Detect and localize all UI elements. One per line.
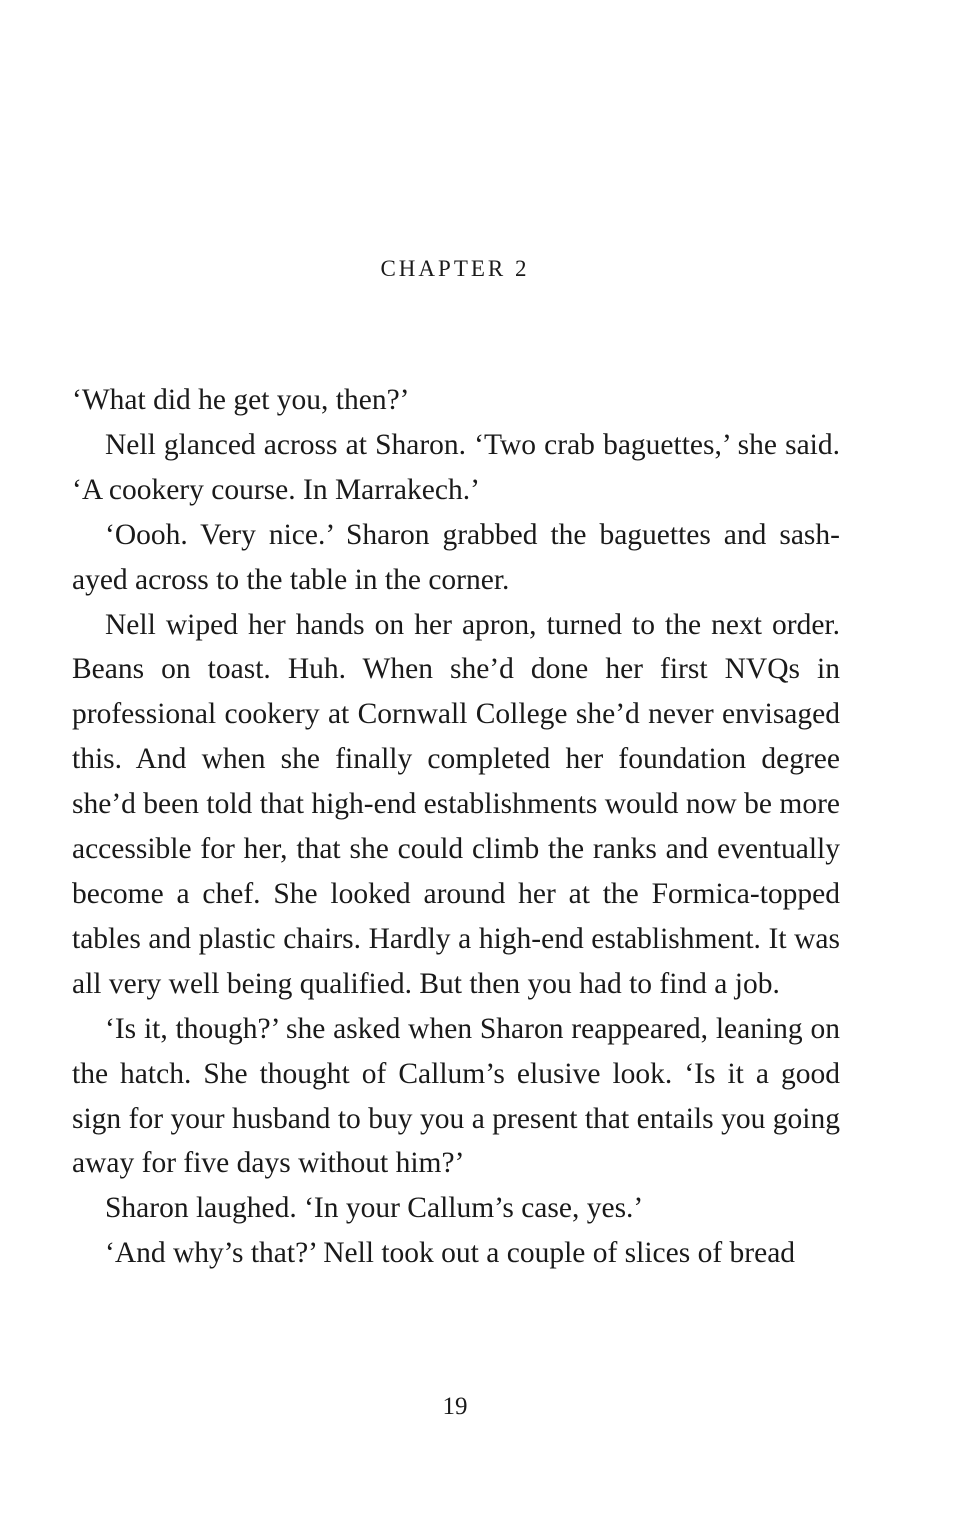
paragraph: Sharon laughed. ‘In your Callum’s case, yes.’	[105, 1192, 644, 1225]
paragraph: ‘Is it, though?’ she asked when Sharon reappeared, leaning on the hatch. She thought of Callum’s elusive look. ‘Is it a good sign for your husband to buy you a present that entails you going away for five days without him?’	[72, 1012, 840, 1180]
page-number: 19	[442, 1393, 468, 1420]
paragraph: ‘And why’s that?’ Nell took out a couple of slices of bread	[105, 1237, 796, 1270]
paragraph: Nell wiped her hands on her apron, turned to the next order. Beans on toast. Huh. When she’d done her first NVQs in professional cookery at Cornwall College she’d never envisaged this. And when she finally completed her foundation degree she’d been told that high-end establishments would now be more accessible for her, that she could climb the ranks and eventually become a chef. She looked around her at the Formica-topped tables and plastic chairs. Hardly a high-end establishment. It was all very well being qualified. But then you had to find a job.	[72, 608, 840, 1000]
paragraph: ‘Oooh. Very nice.’ Sharon grabbed the baguettes and sashayed across to the table in the corner.	[72, 518, 840, 596]
body-text	[72, 378, 840, 1276]
chapter-heading: CHAPTER 2	[380, 256, 530, 281]
paragraph: Nell glanced across at Sharon. ‘Two crab baguettes,’ she said. ‘A cookery course. In Marrakech.’	[72, 428, 840, 506]
paragraph: ‘What did he get you, then?’	[72, 384, 410, 416]
